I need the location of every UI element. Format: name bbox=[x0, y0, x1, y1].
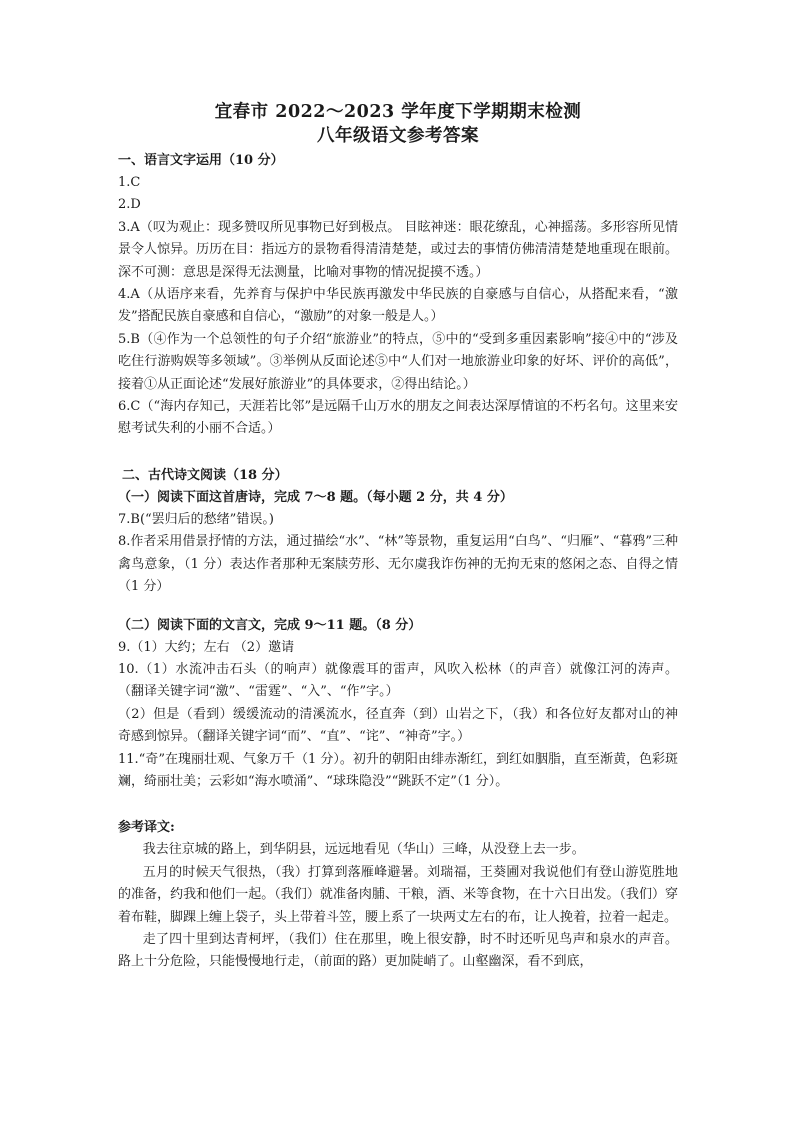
section2-part2-heading: （二）阅读下面的文言文，完成 9～11 题。（8 分） bbox=[118, 617, 422, 633]
translation-paragraph: 五月的时候天气很热，（我）打算到落雁峰避暑。刘瑞福，王葵圃对我说他们有登山游览胜地的准备，约我和他们一起。（我们）就准备肉脯、干粮，酒、米等食物，在十六日出发。（我们）穿着布鞋，脚踝上缠上袋子，头上带着斗笠，腰上系了一块两丈左右的布，让人挽着，拉着一起走。 bbox=[118, 864, 678, 925]
section2-heading: 二、古代诗文阅读（18 分） bbox=[122, 467, 288, 483]
answer-10-1: 10.（1）水流冲击石头（的响声）就像震耳的雷声，风吹入松林（的声音）就像江河的涛声。 （翻译关键字词“激”、“雷霆”、“入”、“作”字。） bbox=[118, 661, 678, 700]
answer-3: 3.A（叹为观止：现多赞叹所见事物已好到极点。 目眩神迷：眼花缭乱，心神摇荡。多形容所见情景令人惊异。历历在目：指远方的景物看得清清楚楚，或过去的事情仿佛清清楚楚地重现在眼前。深不可测：意思是深得无法测量，比喻对事物的情况捉摸不透。） bbox=[118, 219, 678, 280]
answer-4: 4.A（从语序来看，先养育与保护中华民族再激发中华民族的自豪感与自信心，从搭配来看，“激发”搭配民族自豪感和自信心，“激励”的对象一般是人。） bbox=[118, 287, 678, 325]
section2-part1-heading: （一）阅读下面这首唐诗，完成 7～8 题。（每小题 2 分，共 4 分） bbox=[118, 489, 513, 505]
section1-heading: 一、语言文字运用（10 分） bbox=[118, 153, 284, 168]
section-language-use bbox=[118, 150, 678, 441]
answer-10-2: （2）但是（看到）缓缓流动的清溪流水，径直奔（到）山岩之下，（我）和各位好友都对山的神奇感到惊异。（翻译关键字词“而”、“直”、“诧”、“神奇”字。） bbox=[118, 706, 678, 745]
answer-sheet-page bbox=[118, 96, 678, 974]
reference-translation bbox=[118, 817, 678, 973]
answer-6: 6.C（“海内存知己，天涯若比邻”是远隔千山万水的朋友之间表达深厚情谊的不朽名句。这里来安慰考试失利的小丽不合适。） bbox=[118, 399, 678, 437]
answer-7: 7.B(“罢归后的愁绪”错误。) bbox=[118, 511, 274, 527]
answer-5: 5.B（④作为一个总领性的句子介绍“旅游业”的特点，⑤中的“受到多重因素影响”接④中的“涉及吃住行游购娱等多领域”。③举例从反面论述⑤中“人们对一地旅游业印象的好坏、评价的高低”，接着①从正面论述“发展好旅游业”的具体要求，②得出结论。） bbox=[118, 331, 678, 392]
translation-paragraph: 我去往京城的路上，到华阴县，远远地看见（华山）三峰，从没登上去一步。 bbox=[142, 842, 585, 858]
answer-2: 2.D bbox=[118, 197, 141, 213]
answer-8: 8.作者采用借景抒情的方法，通过描绘“水”、“林”等景物，重复运用“白鸟”、“归雁”、“暮鸦”三种禽鸟意象，（1 分）表达作者那种无案牍劳形、无尔虞我诈伤神的无拘无束的悠闲之态、自得之情（1 分） bbox=[118, 534, 678, 595]
doc-title-line2: 八年级语文参考答案 bbox=[317, 126, 479, 146]
answer-11: 11.“奇”在瑰丽壮观、气象万千（1 分）。初升的朝阳由绯赤渐红，到红如胭脂，直至渐黄，色彩斑斓，绮丽壮美；云彩如“海水喷涌”、“球珠隐没”“跳跃不定”（1 分）。 bbox=[118, 751, 678, 789]
doc-title-line1: 宜春市 2022～2023 学年度下学期期末检测 bbox=[214, 102, 582, 122]
answer-1: 1.C bbox=[118, 175, 141, 190]
answer-9: 9.（1）大约；左右 （2）邀请 bbox=[118, 639, 295, 655]
translation-paragraph: 走了四十里到达青柯坪，（我们）住在那里，晚上很安静，时不时还听见鸟声和泉水的声音。路上十分危险，只能慢慢地行走，（前面的路）更加陡峭了。山壑幽深，看不到底， bbox=[118, 931, 678, 970]
translation-heading: 参考译文: bbox=[118, 820, 175, 836]
section-classical-reading bbox=[118, 465, 678, 793]
